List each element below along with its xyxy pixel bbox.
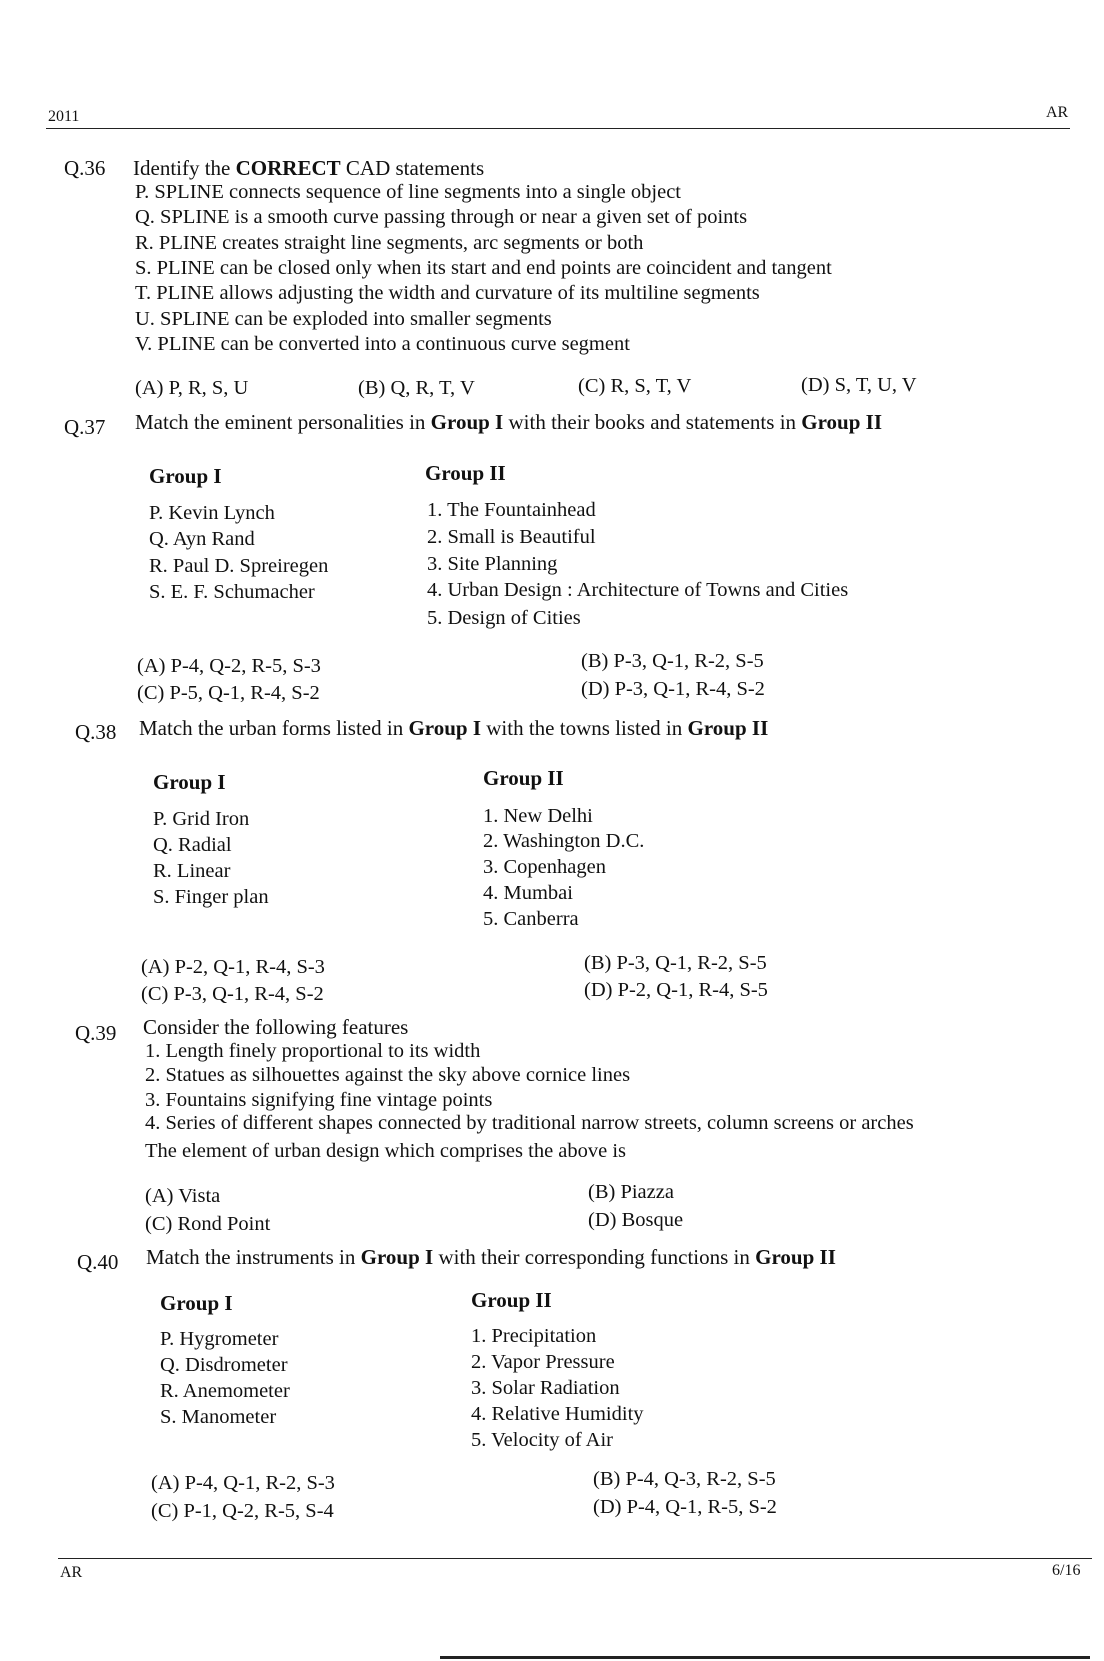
bottom-scan-rule bbox=[440, 1656, 1090, 1659]
q36-option-c[interactable]: (C) R, S, T, V bbox=[578, 375, 692, 397]
q39-option-a[interactable]: (A) Vista bbox=[145, 1185, 221, 1207]
q40-group2-item: 4. Relative Humidity bbox=[471, 1403, 644, 1425]
q39-prompt: The element of urban design which comprises the above is bbox=[145, 1140, 627, 1162]
q37-group2-item: 5. Design of Cities bbox=[427, 607, 581, 629]
q38-option-a[interactable]: (A) P-2, Q-1, R-4, S-3 bbox=[141, 956, 325, 978]
q37-option-d[interactable]: (D) P-3, Q-1, R-4, S-2 bbox=[581, 678, 765, 700]
q36-option-a[interactable]: (A) P, R, S, U bbox=[135, 377, 249, 399]
footer-page-number: 6/16 bbox=[1052, 1562, 1081, 1579]
header-paper-code: AR bbox=[1046, 104, 1069, 121]
q39-stem: Consider the following features bbox=[143, 1015, 409, 1039]
q36-statement-r: R. PLINE creates straight line segments, arc segments or both bbox=[135, 232, 644, 254]
q37-group2-item: 2. Small is Beautiful bbox=[427, 526, 596, 548]
q37-option-b[interactable]: (B) P-3, Q-1, R-2, S-5 bbox=[581, 650, 764, 672]
q38-option-d[interactable]: (D) P-2, Q-1, R-4, S-5 bbox=[584, 979, 768, 1001]
q38-option-c[interactable]: (C) P-3, Q-1, R-4, S-2 bbox=[141, 983, 324, 1005]
q38-group1-item: R. Linear bbox=[153, 860, 231, 882]
q40-group2-title: Group II bbox=[471, 1288, 552, 1312]
q37-group2-item: 4. Urban Design : Architecture of Towns and Cities bbox=[427, 579, 849, 601]
q38-group2-item: 1. New Delhi bbox=[483, 805, 593, 827]
q40-group1-item: P. Hygrometer bbox=[160, 1328, 279, 1350]
header-year: 2011 bbox=[48, 108, 80, 125]
q39-option-d[interactable]: (D) Bosque bbox=[588, 1209, 684, 1231]
q36-stem: Identify the CORRECT CAD statements bbox=[133, 156, 485, 180]
q37-group1-title: Group I bbox=[149, 464, 222, 488]
q40-group1-item: S. Manometer bbox=[160, 1406, 277, 1428]
q39-feature: 4. Series of different shapes connected by traditional narrow streets, column screens or arches bbox=[145, 1112, 914, 1134]
q40-group2-item: 5. Velocity of Air bbox=[471, 1429, 613, 1451]
q40-group2-item: 1. Precipitation bbox=[471, 1325, 597, 1347]
q38-stem: Match the urban forms listed in Group I with the towns listed in Group II bbox=[139, 716, 769, 740]
q40-group2-item: 2. Vapor Pressure bbox=[471, 1351, 615, 1373]
q36-statement-p: P. SPLINE connects sequence of line segments into a single object bbox=[135, 181, 681, 203]
q36-statement-q: Q. SPLINE is a smooth curve passing through or near a given set of points bbox=[135, 206, 748, 228]
q39-feature: 2. Statues as silhouettes against the sky above cornice lines bbox=[145, 1064, 631, 1086]
q38-number: Q.38 bbox=[75, 720, 117, 744]
q38-group1-title: Group I bbox=[153, 770, 226, 794]
q36-option-d[interactable]: (D) S, T, U, V bbox=[801, 374, 917, 396]
q37-option-c[interactable]: (C) P-5, Q-1, R-4, S-2 bbox=[137, 682, 320, 704]
q36-number: Q.36 bbox=[64, 156, 106, 180]
q36-statement-t: T. PLINE allows adjusting the width and curvature of its multiline segments bbox=[135, 282, 760, 304]
q37-option-a[interactable]: (A) P-4, Q-2, R-5, S-3 bbox=[137, 655, 321, 677]
q39-feature: 3. Fountains signifying fine vintage points bbox=[145, 1089, 493, 1111]
q38-group2-item: 5. Canberra bbox=[483, 908, 579, 930]
q38-group1-item: Q. Radial bbox=[153, 834, 232, 856]
q40-group1-item: Q. Disdrometer bbox=[160, 1354, 288, 1376]
header-rule bbox=[46, 128, 1070, 129]
q37-group1-item: P. Kevin Lynch bbox=[149, 502, 275, 524]
q37-group1-item: R. Paul D. Spreiregen bbox=[149, 555, 329, 577]
q37-number: Q.37 bbox=[64, 415, 106, 439]
q37-group2-item: 3. Site Planning bbox=[427, 553, 558, 575]
q39-option-b[interactable]: (B) Piazza bbox=[588, 1181, 674, 1203]
q40-group1-title: Group I bbox=[160, 1291, 233, 1315]
q39-feature: 1. Length finely proportional to its width bbox=[145, 1040, 481, 1062]
q38-option-b[interactable]: (B) P-3, Q-1, R-2, S-5 bbox=[584, 952, 767, 974]
q40-option-d[interactable]: (D) P-4, Q-1, R-5, S-2 bbox=[593, 1496, 777, 1518]
q40-option-b[interactable]: (B) P-4, Q-3, R-2, S-5 bbox=[593, 1468, 776, 1490]
footer-paper-code: AR bbox=[60, 1564, 83, 1581]
q40-number: Q.40 bbox=[77, 1250, 119, 1274]
q39-number: Q.39 bbox=[75, 1021, 117, 1045]
q37-group2-item: 1. The Fountainhead bbox=[427, 499, 596, 521]
q37-group1-item: S. E. F. Schumacher bbox=[149, 581, 315, 603]
q37-stem: Match the eminent personalities in Group I with their books and statements in Group II bbox=[135, 410, 883, 434]
q36-statement-u: U. SPLINE can be exploded into smaller segments bbox=[135, 308, 552, 330]
q39-option-c[interactable]: (C) Rond Point bbox=[145, 1213, 271, 1235]
q36-statement-s: S. PLINE can be closed only when its start and end points are coincident and tangent bbox=[135, 257, 832, 279]
q36-option-b[interactable]: (B) Q, R, T, V bbox=[358, 377, 475, 399]
q37-group1-item: Q. Ayn Rand bbox=[149, 528, 255, 550]
q37-group2-title: Group II bbox=[425, 461, 506, 485]
q40-stem: Match the instruments in Group I with their corresponding functions in Group II bbox=[146, 1245, 836, 1269]
q40-option-a[interactable]: (A) P-4, Q-1, R-2, S-3 bbox=[151, 1472, 335, 1494]
q38-group2-item: 3. Copenhagen bbox=[483, 856, 606, 878]
q38-group2-title: Group II bbox=[483, 766, 564, 790]
q40-option-c[interactable]: (C) P-1, Q-2, R-5, S-4 bbox=[151, 1500, 334, 1522]
q40-group2-item: 3. Solar Radiation bbox=[471, 1377, 620, 1399]
footer-rule bbox=[58, 1558, 1092, 1559]
q38-group1-item: S. Finger plan bbox=[153, 886, 269, 908]
q36-statement-v: V. PLINE can be converted into a continuous curve segment bbox=[135, 333, 630, 355]
q38-group2-item: 4. Mumbai bbox=[483, 882, 573, 904]
q38-group1-item: P. Grid Iron bbox=[153, 808, 250, 830]
q40-group1-item: R. Anemometer bbox=[160, 1380, 290, 1402]
q38-group2-item: 2. Washington D.C. bbox=[483, 830, 645, 852]
